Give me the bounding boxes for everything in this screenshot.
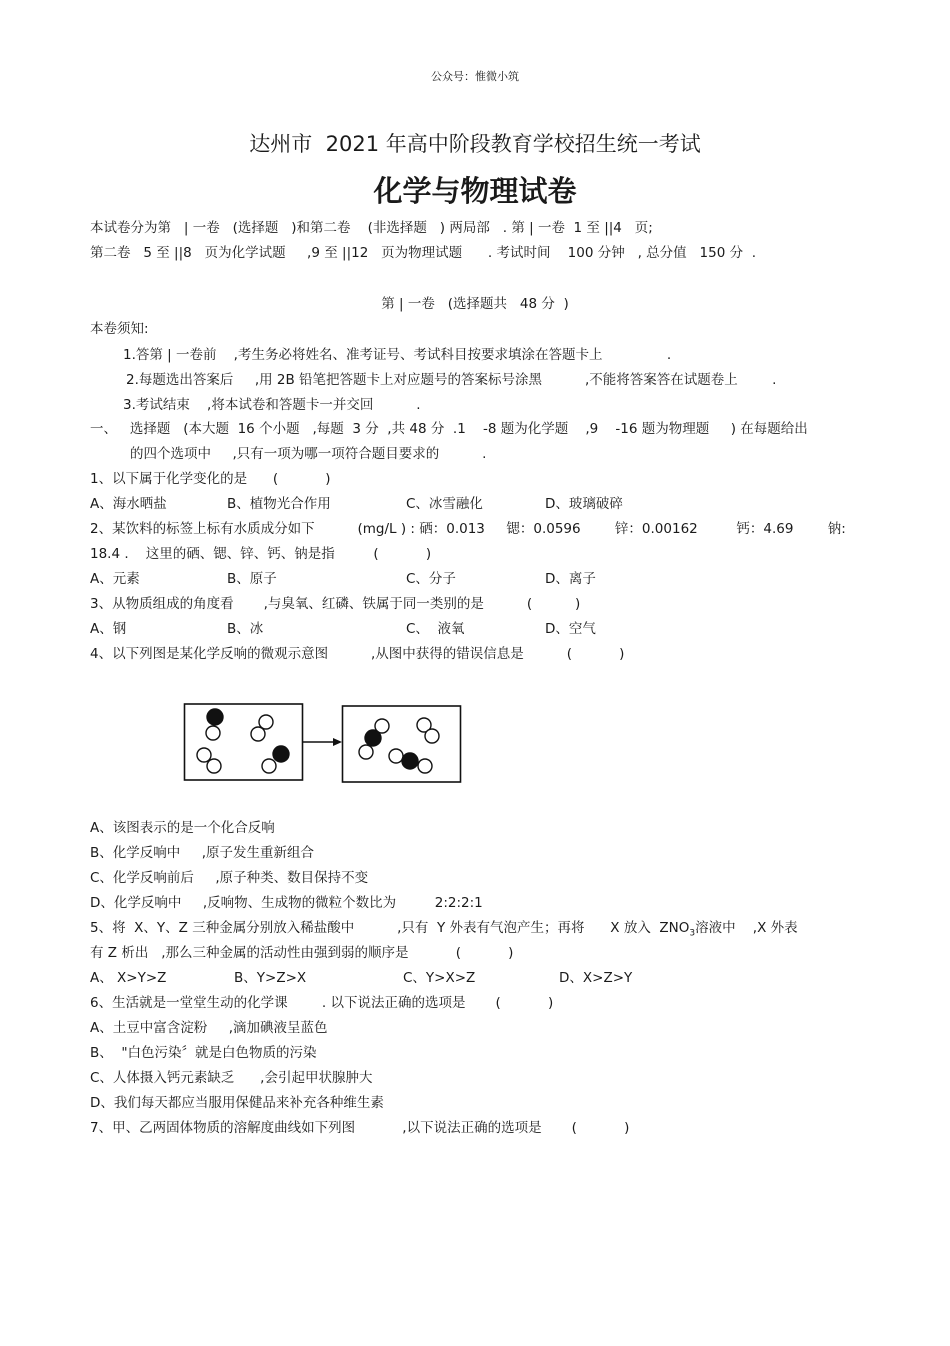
q1-option-c: C、冰雪融化 [406, 496, 483, 512]
q5-stem-line-1 [90, 919, 798, 943]
section-heading: 第 | 一卷 (选择题共 48 分 ) [381, 296, 569, 312]
black-atom [365, 730, 381, 746]
q7-stem: 7、甲、乙两固体物质的溶解度曲线如下列图 ,以下说法正确的选项是 ( ) [90, 1120, 630, 1136]
q5-option-a: A、 X>Y>Z [90, 970, 167, 986]
q2-option-b: B、原子 [227, 571, 277, 587]
q4-option-b: B、化学反响中 ,原子发生重新组合 [90, 845, 315, 861]
q5-stem-part-a: 5、将 X、Y、Z 三种金属分别放入稀盐酸中 ,只有 Y 外表有气泡产生；再将 X 放入 ZNO [90, 920, 690, 936]
q5-option-c: C、Y>X>Z [403, 970, 476, 986]
q1-stem: 1、以下属于化学变化的是 ( ) [90, 471, 331, 487]
black-atom [402, 753, 418, 769]
q4-option-d: D、化学反响中 ,反响物、生成物的微粒个数比为 2:2:2:1 [90, 895, 483, 911]
q1-option-a: A、海水晒盐 [90, 496, 167, 512]
q5-stem-line-2: 有 Z 析出 ,那么三种金属的活动性由强到弱的顺序是 ( ) [90, 945, 514, 961]
q3-option-b: B、冰 [227, 621, 264, 637]
white-atom [359, 745, 373, 759]
q5-option-d: D、X>Z>Y [559, 970, 633, 986]
q6-option-c: C、人体摄入钙元素缺乏 ,会引起甲状腺肿大 [90, 1070, 373, 1086]
black-atom [207, 709, 223, 725]
products-box [343, 706, 461, 782]
q5-subscript: 3 [689, 928, 696, 939]
white-atom [259, 715, 273, 729]
part1-instruction-1: 一、 选择题 (本大题 16 个小题 ,每题 3 分 ,共 48 分 .1 -8 题为化学题 ,9 -16 题为物理题 ) 在每题给出 [90, 421, 808, 437]
white-atom [197, 748, 211, 762]
wechat-header: 公众号：惟微小筑 [431, 70, 519, 83]
q4-option-a: A、该图表示的是一个化合反响 [90, 820, 275, 836]
white-atom [389, 749, 403, 763]
q4-stem: 4、以下列图是某化学反响的微观示意图 ,从图中获得的错误信息是 ( ) [90, 646, 625, 662]
intro-line-1: 本试卷分为第 | 一卷 (选择题 )和第二卷 (非选择题 ) 两局部 . 第 | 一卷 1 至 ||4 页; [90, 220, 653, 236]
q2-stem-line-2: 18.4 . 这里的硒、锶、锌、钙、钠是指 ( ) [90, 546, 432, 562]
q3-stem: 3、从物质组成的角度看 ,与臭氧、红磷、铁属于同一类别的是 ( ) [90, 596, 581, 612]
q6-option-b: B、 "白色污染〞就是白色物质的污染 [90, 1045, 317, 1061]
exam-title: 达州市 2021 年高中阶段教育学校招生统一考试 [249, 132, 701, 156]
paper-title: 化学与物理试卷 [373, 174, 577, 208]
q3-option-d: D、空气 [545, 621, 596, 637]
q2-option-d: D、离子 [545, 571, 596, 587]
reaction-diagram [182, 700, 482, 796]
q1-option-d: D、玻璃破碎 [545, 496, 623, 512]
q1-option-b: B、植物光合作用 [227, 496, 331, 512]
black-atom [273, 746, 289, 762]
reactants-box [185, 704, 303, 780]
white-atom [418, 759, 432, 773]
white-atom [251, 727, 265, 741]
q3-option-c: C、 液氧 [406, 621, 465, 637]
q2-option-a: A、元素 [90, 571, 140, 587]
part1-instruction-2: 的四个选项中 ,只有一项为哪一项符合题目要求的 . [130, 446, 487, 462]
intro-line-2: 第二卷 5 至 ||8 页为化学试题 ,9 至 ||12 页为物理试题 . 考试时间 100 分钟 , 总分值 150 分 . [90, 245, 756, 261]
q6-stem: 6、生活就是一堂堂生动的化学课 . 以下说法正确的选项是 ( ) [90, 995, 554, 1011]
notice-item-3: 3.考试结束 ,将本试卷和答题卡一并交回 . [123, 397, 421, 413]
white-atom [425, 729, 439, 743]
notice-item-1: 1.答第 | 一卷前 ,考生务必将姓名、准考证号、考试科目按要求填涂在答题卡上 . [123, 347, 672, 363]
white-atom [206, 726, 220, 740]
q5-stem-part-b: 溶液中 ,X 外表 [695, 920, 798, 936]
q4-option-c: C、化学反响前后 ,原子种类、数目保持不变 [90, 870, 369, 886]
white-atom [207, 759, 221, 773]
notice-item-2: 2.每题选出答案后 ,用 2B 铅笔把答题卡上对应题号的答案标号涂黑 ,不能将答案答在试题卷上 . [126, 372, 777, 388]
white-atom [262, 759, 276, 773]
q3-option-a: A、钢 [90, 621, 127, 637]
q2-option-c: C、分子 [406, 571, 456, 587]
notice-label: 本卷须知: [90, 321, 149, 337]
q2-stem-line-1: 2、某饮料的标签上标有水质成分如下 (mg/L ) : 硒：0.013 锶：0.0596 锌：0.00162 钙：4.69 钠: [90, 521, 846, 537]
q5-option-b: B、Y>Z>X [234, 970, 307, 986]
q6-option-d: D、我们每天都应当服用保健品来补充各种维生素 [90, 1095, 384, 1111]
q6-option-a: A、土豆中富含淀粉 ,滴加碘液呈蓝色 [90, 1020, 328, 1036]
